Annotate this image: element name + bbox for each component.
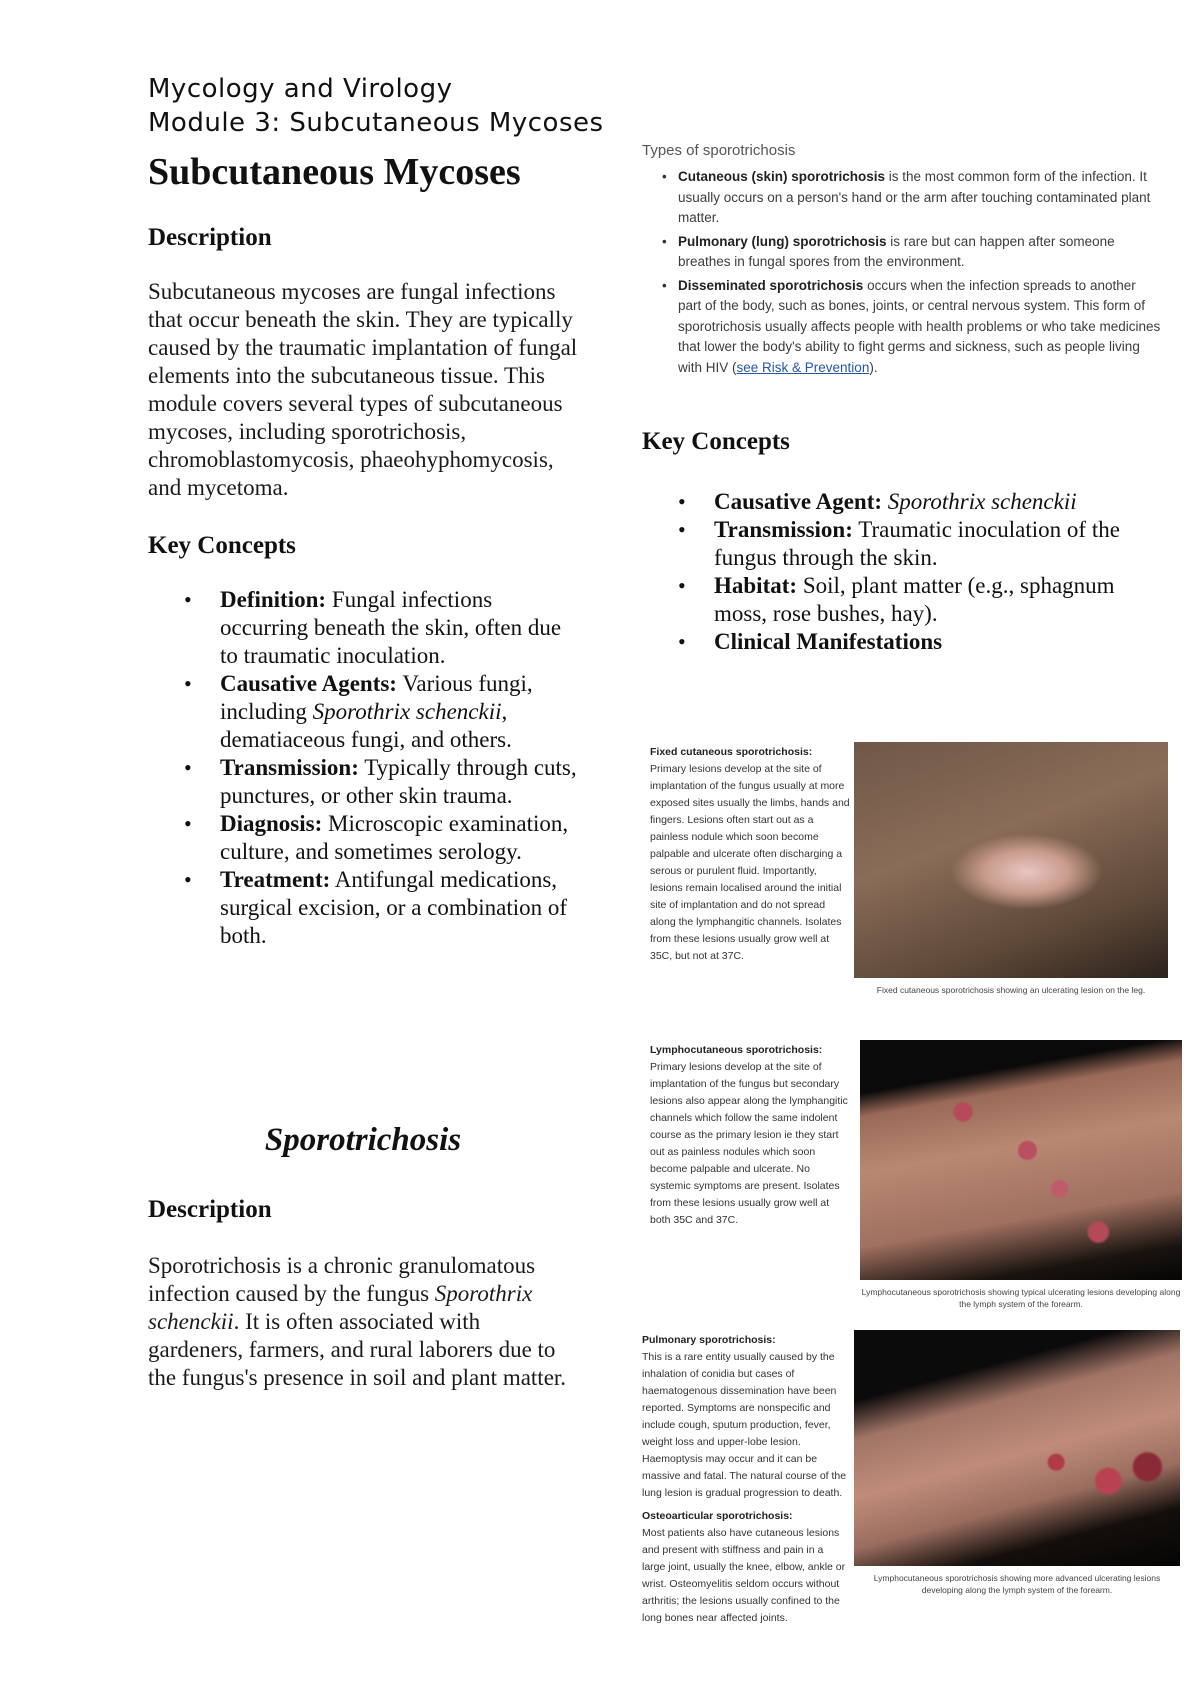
list-item xyxy=(714,516,1164,572)
lymphocutaneous-caption: Lymphocutaneous sporotrichosis showing typical ulcerating lesions developing along the lymph system of the forearm. xyxy=(861,1287,1181,1309)
left-column xyxy=(148,150,578,950)
advanced-lesions-caption: Lymphocutaneous sporotrichosis showing more advanced ulcerating lesions developing along the lymph system of the forearm. xyxy=(873,1573,1161,1595)
term-text: ). xyxy=(869,359,878,375)
figure-text: Most patients also have cutaneous lesions and present with stiffness and pain in a large joint, usually the knee, elbow, ankle or wrist. Osteomyelitis seldom occurs without arthritis; the lesions usually confined to the long bones near affected joints. xyxy=(642,1527,846,1624)
term-text: Fungal infections occurring beneath the skin, often due to traumatic inoculation. xyxy=(220,587,562,668)
term: Cutaneous (skin) sporotrichosis xyxy=(678,169,886,184)
term-text: Typically through cuts, punctures, or other skin trauma. xyxy=(220,755,577,808)
section-title: Sporotrichosis xyxy=(264,1122,462,1158)
list-item xyxy=(220,670,578,754)
term: Pulmonary (lung) sporotrichosis xyxy=(678,233,887,249)
term-text: is rare but can happen after someone breathes in fungal spores from the environment. xyxy=(678,233,1115,269)
term: Transmission: xyxy=(714,517,853,542)
term-text: occurs when the infection spreads to another part of the body, such as bones, joints, or central nervous system. This form of sporotrichosis usually affects people with health problems or who take medicines that lower the body's ability to fight germs and sickness, such as people living with HIV ( xyxy=(678,277,1161,375)
term: Clinical Manifestations xyxy=(714,629,943,654)
term: Diagnosis: xyxy=(220,811,323,836)
right-key-concepts-list xyxy=(642,488,1164,656)
lymphocutaneous-text xyxy=(650,1042,850,1229)
types-of-sporotrichosis-box xyxy=(642,142,1162,381)
term-text: Microscopic examination, culture, and sometimes serology. xyxy=(220,811,569,864)
key-concepts-heading: Key Concepts xyxy=(148,532,296,559)
term-text: Antifungal medications, surgical excision, or a combination of both. xyxy=(220,867,568,948)
figure-heading: Fixed cutaneous sporotrichosis: xyxy=(650,746,813,758)
figure-text: This is a rare entity usually caused by the inhalation of conidia but cases of haematogenous dissemination have been reported. Symptoms are nonspecific and include cough, sputum production, fever, weight loss and upper-lobe lesion. Haemoptysis may occur and it can be massive and fatal. The natural course of the lung lesion is gradual progression to death. xyxy=(642,1351,847,1499)
term: Disseminated sporotrichosis xyxy=(678,277,864,293)
course-title: Mycology and Virology xyxy=(148,74,453,104)
list-item xyxy=(220,866,578,950)
list-item xyxy=(714,488,1164,516)
types-title: Types of sporotrichosis xyxy=(642,142,796,159)
list-item xyxy=(714,628,1164,656)
figure-heading: Pulmonary sporotrichosis: xyxy=(642,1334,776,1346)
sporo-description-heading: Description xyxy=(148,1196,272,1223)
term-text: , dematiaceous fungi, and others. xyxy=(220,699,512,752)
term-text: is the most common form of the infection. It usually occurs on a person's hand or the arm after touching contaminated plant matter. xyxy=(678,169,1151,225)
text-span: Sporotrichosis is a chronic granulomatous infection caused by the fungus xyxy=(148,1253,536,1306)
fixed-cutaneous-caption: Fixed cutaneous sporotrichosis showing an ulcerating lesion on the leg. xyxy=(876,985,1146,995)
term: Transmission: xyxy=(220,755,359,780)
term: Treatment: xyxy=(220,867,331,892)
types-list xyxy=(642,167,1162,378)
figure-heading: Osteoarticular sporotrichosis: xyxy=(642,1510,793,1522)
list-item xyxy=(678,276,1162,379)
risk-prevention-link[interactable]: see Risk & Prevention xyxy=(736,359,870,375)
list-item xyxy=(220,586,578,670)
fixed-cutaneous-photo xyxy=(854,742,1168,978)
pulmonary-osteo-text xyxy=(642,1332,848,1627)
fixed-cutaneous-text xyxy=(650,744,850,965)
description-heading: Description xyxy=(148,224,272,251)
list-item xyxy=(678,167,1162,229)
list-item xyxy=(220,754,578,810)
term-text: Traumatic inoculation of the fungus through the skin. xyxy=(714,517,1120,570)
term: Causative Agents: xyxy=(220,671,397,696)
species-name: Sporothrix schenckii xyxy=(148,1281,533,1334)
term: Causative Agent: xyxy=(714,489,883,514)
text-span: . It is often associated with gardeners, farmers, and rural laborers due to the fungus's presence in soil and plant matter. xyxy=(148,1309,567,1390)
term-text: Soil, plant matter (e.g., sphagnum moss, rose bushes, hay). xyxy=(714,573,1115,626)
description-text: Subcutaneous mycoses are fungal infections that occur beneath the skin. They are typically caused by the traumatic implantation of fungal elements into the subcutaneous tissue. This module covers several types of subcutaneous mycoses, including sporotrichosis, chromoblastomycosis, phaeohyphomycosis, and mycetoma. xyxy=(148,279,578,500)
figure-heading: Lymphocutaneous sporotrichosis: xyxy=(650,1044,823,1056)
term: Definition: xyxy=(220,587,327,612)
sporo-description-text xyxy=(148,1252,568,1392)
key-concepts-list xyxy=(148,586,578,950)
list-item xyxy=(678,232,1162,273)
species-name: Sporothrix schenckii xyxy=(887,489,1077,514)
lymphocutaneous-photo xyxy=(860,1040,1182,1280)
list-item xyxy=(714,572,1164,628)
right-key-concepts-heading: Key Concepts xyxy=(642,428,790,455)
figure-text: Primary lesions develop at the site of implantation of the fungus usually at more exposed sites usually the limbs, hands and fingers. Lesions often start out as a painless nodule which soon become palpable and ulcerate often discharging a serous or purulent fluid. Importantly, lesions remain localised around the initial site of implantation and do not spread along the lymphangitic channels. Isolates from these lesions usually grow well at 35C, but not at 37C. xyxy=(650,763,850,962)
term-text: Various fungi, including xyxy=(220,671,533,724)
list-item xyxy=(220,810,578,866)
figure-text: Primary lesions develop at the site of implantation of the fungus but secondary lesions also appear along the lymphangitic channels which follow the same indolent course as the primary lesion ie they start out as painless nodules which soon become palpable and ulcerate. No systemic symptoms are present. Isolates from these lesions usually grow well at both 35C and 37C. xyxy=(650,1061,848,1226)
term: Habitat: xyxy=(714,573,798,598)
species-name: Sporothrix schenckii xyxy=(312,699,502,724)
advanced-lesions-photo xyxy=(854,1330,1180,1566)
page-title: Subcutaneous Mycoses xyxy=(148,151,521,193)
module-title: Module 3: Subcutaneous Mycoses xyxy=(148,108,604,138)
